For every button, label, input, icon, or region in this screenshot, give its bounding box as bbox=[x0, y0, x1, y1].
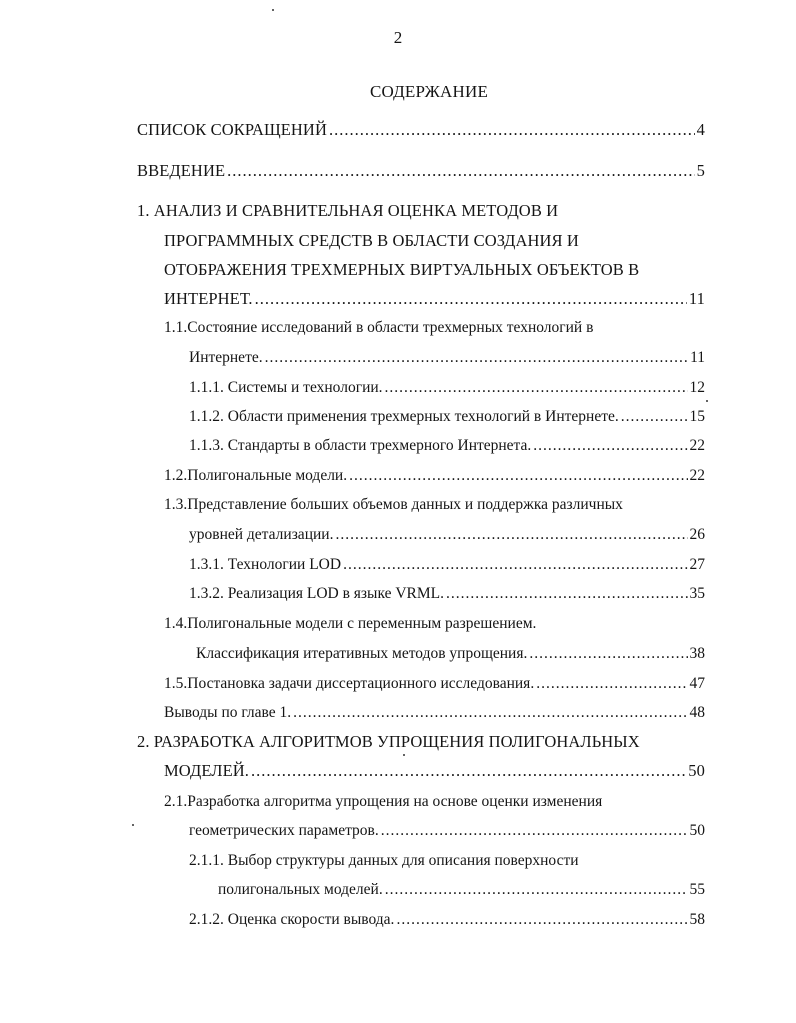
toc-leader-dots bbox=[343, 554, 687, 576]
toc-entry-label: СПИСОК СОКРАЩЕНИЙ bbox=[137, 120, 327, 139]
toc-page-number: 26 bbox=[689, 526, 705, 543]
toc-page-number: 48 bbox=[689, 704, 705, 721]
scan-speck bbox=[132, 824, 134, 826]
toc-entry-label: 1.5.Постановка задачи диссертационного исследования. bbox=[164, 675, 535, 692]
toc-page-number: 50 bbox=[688, 761, 705, 780]
toc-leader-dots bbox=[529, 643, 687, 665]
toc-leader-dots bbox=[251, 760, 686, 782]
toc-leader-dots bbox=[533, 435, 687, 457]
toc-entry-label: 1.1.3. Стандарты в области трехмерного Интернета. bbox=[189, 437, 532, 454]
scan-speck bbox=[706, 400, 708, 402]
toc-entry-1-1-1[interactable] bbox=[189, 377, 705, 399]
toc-entry-1-3-line-1: 1.3.Представление больших объемов данных и поддержка различных bbox=[164, 496, 623, 513]
toc-entry-chapter-1[interactable] bbox=[164, 288, 705, 310]
toc-entry-label: полигональных моделей. bbox=[218, 881, 383, 898]
toc-entry-label: уровней детализации. bbox=[189, 526, 334, 543]
toc-leader-dots bbox=[329, 119, 695, 141]
toc-entry-2-1-line-1: 2.1.Разработка алгоритма упрощения на основе оценки изменения bbox=[164, 793, 603, 810]
toc-page-number: 38 bbox=[689, 645, 705, 662]
toc-entry-2-1-1[interactable] bbox=[218, 879, 705, 901]
toc-entry-label: 1.2.Полигональные модели. bbox=[164, 467, 348, 484]
toc-entry-chapter-1-line-1: 1. АНАЛИЗ И СРАВНИТЕЛЬНАЯ ОЦЕНКА МЕТОДОВ И bbox=[137, 201, 559, 220]
toc-entry-label: ИНТЕРНЕТ. bbox=[164, 289, 253, 308]
toc-entry-label: Выводы по главе 1. bbox=[164, 704, 292, 721]
toc-entry-introduction[interactable] bbox=[137, 160, 705, 182]
toc-leader-dots bbox=[255, 288, 687, 310]
toc-page-number: 11 bbox=[688, 289, 705, 308]
toc-page-number: 4 bbox=[696, 120, 705, 139]
toc-entry-label: 1.1.2. Области применения трехмерных технологий в Интернете. bbox=[189, 408, 619, 425]
toc-leader-dots bbox=[335, 524, 687, 546]
toc-entry-chapter-1-line-2: ПРОГРАММНЫХ СРЕДСТВ В ОБЛАСТИ СОЗДАНИЯ И bbox=[164, 231, 579, 250]
toc-entry-2-1-2[interactable] bbox=[189, 909, 705, 931]
toc-page-number: 50 bbox=[689, 822, 705, 839]
toc-page-number: 58 bbox=[689, 911, 705, 928]
toc-leader-dots bbox=[293, 702, 687, 724]
toc-entry-1-4[interactable] bbox=[196, 643, 705, 665]
page-title: СОДЕРЖАНИЕ bbox=[369, 82, 489, 101]
toc-leader-dots bbox=[536, 673, 687, 695]
toc-entry-2-1[interactable] bbox=[189, 820, 705, 842]
toc-entry-label: 1.3.2. Реализация LOD в языке VRML. bbox=[189, 585, 445, 602]
toc-page-number: 22 bbox=[689, 467, 705, 484]
toc-entry-label: ВВЕДЕНИЕ bbox=[137, 161, 226, 180]
toc-entry-label: 1.1.1. Системы и технологии. bbox=[189, 379, 383, 396]
page-number: 2 bbox=[393, 28, 403, 47]
toc-entry-label: 2.1.2. Оценка скорости вывода. bbox=[189, 911, 395, 928]
toc-leader-dots bbox=[349, 465, 687, 487]
toc-entry-1-1-3[interactable] bbox=[189, 435, 705, 457]
toc-entry-1-2[interactable] bbox=[164, 465, 705, 487]
toc-entry-label: 1.3.1. Технологии LOD bbox=[189, 556, 342, 573]
scan-speck bbox=[403, 754, 405, 756]
toc-leader-dots bbox=[621, 406, 688, 428]
toc-page-number: 47 bbox=[689, 675, 705, 692]
toc-entry-label: Интернете. bbox=[189, 349, 263, 366]
toc-leader-dots bbox=[446, 583, 687, 605]
toc-entry-2-1-1-line-1: 2.1.1. Выбор структуры данных для описания поверхности bbox=[189, 852, 579, 869]
toc-entry-1-4-line-1: 1.4.Полигональные модели с переменным разрешением. bbox=[164, 615, 537, 632]
scan-speck bbox=[272, 9, 274, 11]
toc-leader-dots bbox=[381, 820, 688, 842]
toc-entry-abbreviations[interactable] bbox=[137, 119, 705, 141]
toc-entry-1-1-2[interactable] bbox=[189, 406, 705, 428]
toc-entry-chapter-1-line-3: ОТОБРАЖЕНИЯ ТРЕХМЕРНЫХ ВИРТУАЛЬНЫХ ОБЪЕКТОВ В bbox=[164, 260, 640, 279]
toc-entry-chapter-2[interactable] bbox=[164, 760, 705, 782]
toc-page-number: 12 bbox=[689, 379, 705, 396]
toc-page-number: 55 bbox=[689, 881, 705, 898]
toc-page-number: 35 bbox=[689, 585, 705, 602]
toc-entry-1-3[interactable] bbox=[189, 524, 705, 546]
toc-entry-1-1-line-1: 1.1.Состояние исследований в области трехмерных технологий в bbox=[164, 319, 594, 336]
toc-entry-chapter-1-conclusions[interactable] bbox=[164, 702, 705, 724]
toc-leader-dots bbox=[265, 347, 688, 369]
toc-entry-label: геометрических параметров. bbox=[189, 822, 379, 839]
toc-page-number: 27 bbox=[689, 556, 705, 573]
toc-entry-label: Классификация итеративных методов упрощения. bbox=[196, 645, 528, 662]
toc-entry-1-3-1[interactable] bbox=[189, 554, 705, 576]
toc-entry-chapter-2-line-1: 2. РАЗРАБОТКА АЛГОРИТМОВ УПРОЩЕНИЯ ПОЛИГОНАЛЬНЫХ bbox=[137, 732, 640, 751]
toc-leader-dots bbox=[385, 879, 688, 901]
toc-entry-1-5[interactable] bbox=[164, 673, 705, 695]
toc-page-number: 15 bbox=[689, 408, 705, 425]
toc-page-number: 22 bbox=[689, 437, 705, 454]
toc-leader-dots bbox=[396, 909, 687, 931]
toc-leader-dots bbox=[227, 160, 695, 182]
toc-leader-dots bbox=[385, 377, 688, 399]
toc-entry-label: МОДЕЛЕЙ. bbox=[164, 761, 249, 780]
toc-page-number: 5 bbox=[696, 161, 705, 180]
toc-entry-1-3-2[interactable] bbox=[189, 583, 705, 605]
toc-page-number: 11 bbox=[690, 349, 705, 366]
toc-entry-1-1[interactable] bbox=[189, 347, 705, 369]
